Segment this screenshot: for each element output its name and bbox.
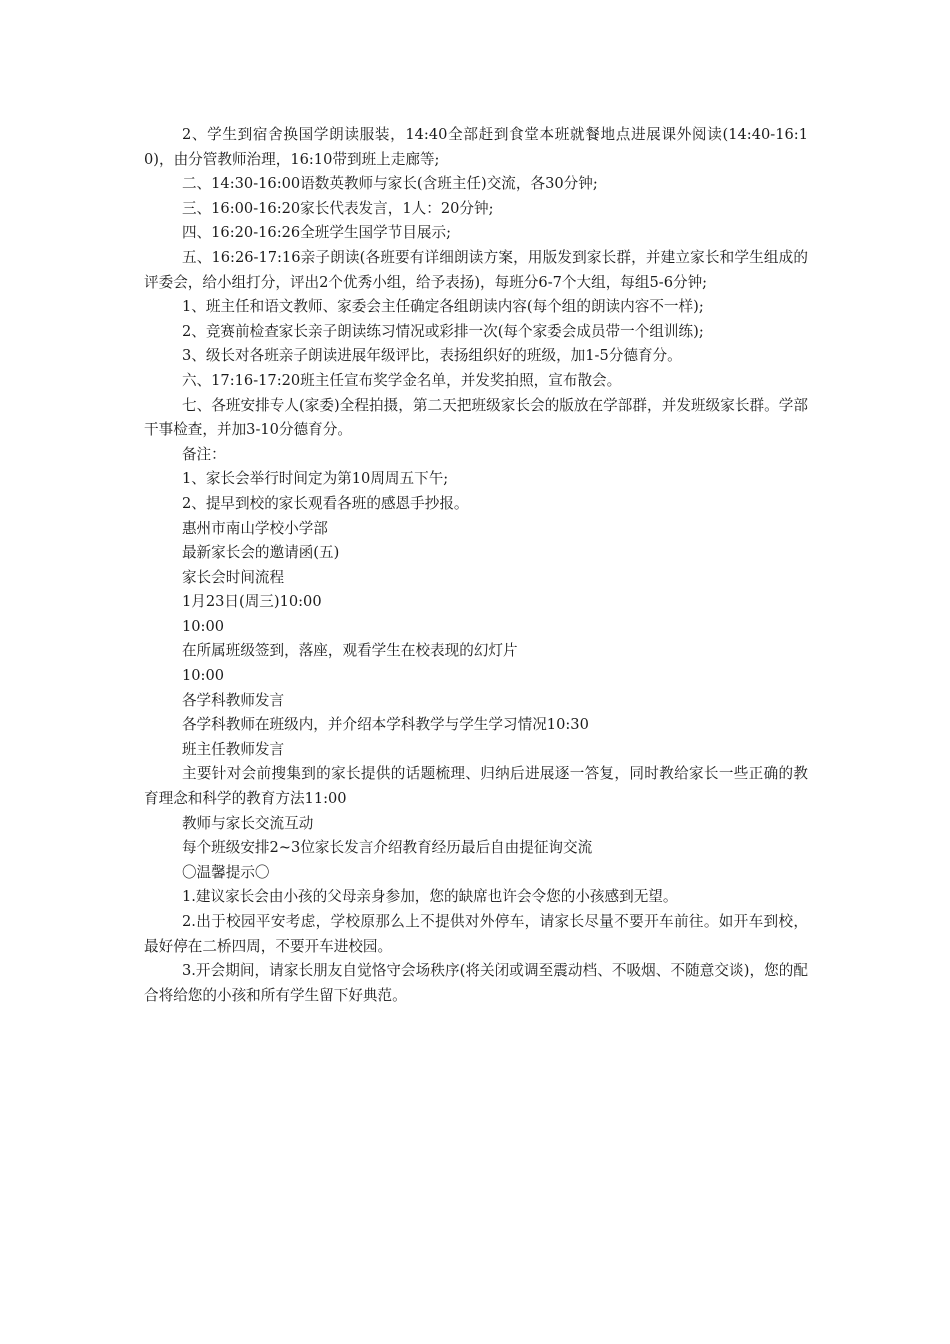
paragraph: 五、16:26-17:16亲子朗读(各班要有详细朗读方案，用版发到家长群，并建立家长和学生组成的评委会，给小组打分，评出2个优秀小组，给予表扬)，每班分6-7个大组，每组5-6分钟; <box>144 248 808 291</box>
schedule-item: 教师与家长交流互动 <box>181 814 314 832</box>
schedule-item: 各学科教师在班级内，并介绍本学科教学与学生学习情况10:30 <box>181 716 589 734</box>
schedule-date: 1月23日(周三)10:00 <box>181 593 322 611</box>
schedule-item: 在所属班级签到，落座，观看学生在校表现的幻灯片 <box>181 642 518 660</box>
paragraph: 主要针对会前搜集到的家长提供的话题梳理、归纳后进展逐一答复，同时教给家长一些正确的教育理念和科学的教育方法11:00 <box>144 765 808 808</box>
schedule-time: 10:00 <box>181 617 225 635</box>
document-body <box>144 123 808 1008</box>
paragraph: 2、竞赛前检查家长亲子朗读练习情况或彩排一次(每个家委会成员带一个组训练); <box>181 322 704 340</box>
paragraph: 六、17:16-17:20班主任宣布奖学金名单，并发奖拍照，宣布散会。 <box>181 371 622 389</box>
paragraph: 七、各班安排专人(家委)全程拍摄，第二天把班级家长会的版放在学部群，并发班级家长群。学部干事检查，并加3-10分德育分。 <box>144 396 808 439</box>
paragraph: 2.出于校园平安考虑，学校原那么上不提供对外停车，请家长尽量不要开车前往。如开车到校，最好停在二桥四周，不要开车进校园。 <box>144 913 808 955</box>
paragraph: 3、级长对各班亲子朗读进展年级评比，表扬组织好的班级，加1-5分德育分。 <box>181 347 682 365</box>
schedule-heading: 家长会时间流程 <box>181 568 285 586</box>
paragraph: 二、14:30-16:00语数英教师与家长(含班主任)交流，各30分钟; <box>181 175 598 193</box>
paragraph: 2、学生到宿舍换国学朗读服装，14:40全部赶到食堂本班就餐地点进展课外阅读(14:40-16:10)，由分管教师治理，16:10带到班上走廊等; <box>144 126 808 168</box>
tips-heading: 〇温馨提示〇 <box>181 863 270 881</box>
paragraph: 三、16:00-16:20家长代表发言，1人：20分钟; <box>181 199 494 217</box>
schedule-time: 10:00 <box>181 667 225 685</box>
paragraph: 1、家长会举行时间定为第10周周五下午; <box>181 470 449 488</box>
paragraph: 3.开会期间，请家长朋友自觉恪守会场秩序(将关闭或调至震动档、不吸烟、不随意交谈)，您的配合将给您的小孩和所有学生留下好典范。 <box>144 962 808 1004</box>
paragraph: 四、16:20-16:26全班学生国学节目展示; <box>181 224 452 242</box>
schedule-item: 各学科教师发言 <box>181 691 285 709</box>
paragraph: 1、班主任和语文教师、家委会主任确定各组朗读内容(每个组的朗读内容不一样); <box>181 298 704 316</box>
schedule-item: 每个班级安排2~3位家长发言介绍教育经历最后自由提征询交流 <box>181 839 593 857</box>
notes-heading: 备注： <box>181 445 226 463</box>
schedule-item: 班主任教师发言 <box>181 740 285 758</box>
paragraph: 1.建议家长会由小孩的父母亲身参加，您的缺席也许会令您的小孩感到无望。 <box>181 888 678 906</box>
school-name: 惠州市南山学校小学部 <box>181 519 328 537</box>
section-title: 最新家长会的邀请函(五) <box>181 544 340 562</box>
paragraph: 2、提早到校的家长观看各班的感恩手抄报。 <box>181 494 469 512</box>
